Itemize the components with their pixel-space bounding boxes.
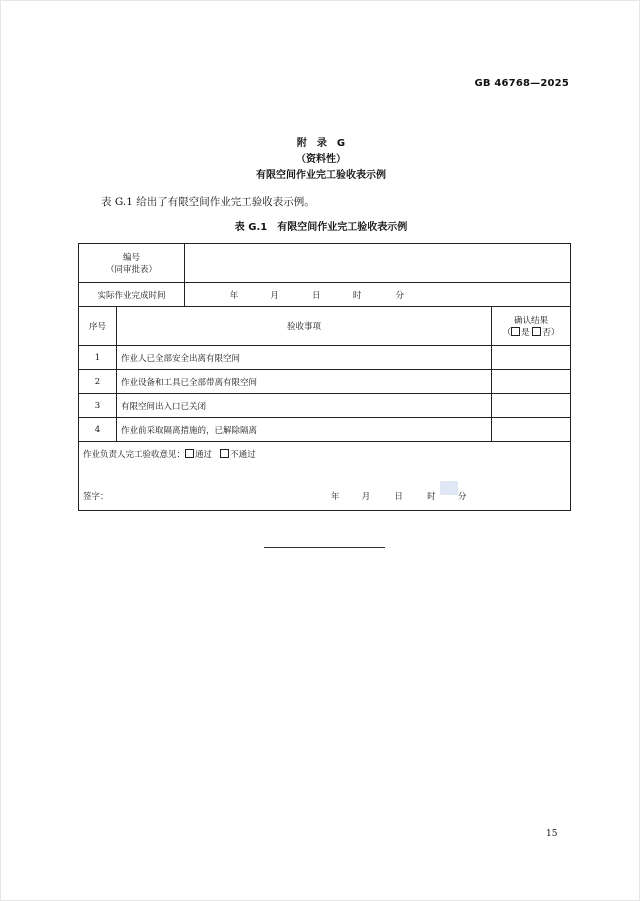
checkbox-fail[interactable] — [220, 449, 229, 458]
checkbox-no[interactable] — [532, 327, 541, 336]
number-label-note: （同审批表） — [106, 265, 158, 275]
appendix-nature: （资料性） — [296, 154, 346, 165]
signature-label: 签字： — [83, 492, 109, 502]
end-rule — [264, 547, 385, 548]
table-row — [79, 370, 571, 394]
header-result-label: 确认结果 — [514, 316, 549, 326]
row-seq: 3 — [79, 394, 117, 418]
row-result — [492, 418, 571, 442]
row-item: 作业人已全部安全出离有限空间 — [117, 346, 492, 370]
date-year: 年 — [229, 290, 239, 301]
date-month: 月 — [270, 290, 279, 301]
completion-time-label: 实际作业完成时间 — [79, 283, 185, 307]
signature-row — [79, 442, 571, 511]
sig-month: 月 — [361, 492, 371, 502]
row-item: 有限空间出入口已关闭 — [117, 394, 492, 418]
date-hour: 时 — [352, 290, 362, 301]
table-row — [79, 418, 571, 442]
date-minute: 分 — [395, 290, 405, 301]
scan-mark-icon — [440, 481, 458, 495]
page-number: 15 — [546, 829, 558, 839]
header-result — [492, 307, 571, 346]
header-item: 验收事项 — [117, 307, 492, 346]
row-seq: 4 — [79, 418, 117, 442]
row-seq: 2 — [79, 370, 117, 394]
checkbox-pass[interactable] — [185, 449, 194, 458]
sig-day: 日 — [394, 492, 403, 502]
number-row — [79, 244, 571, 283]
sig-year: 年 — [331, 492, 340, 502]
row-item: 作业前采取隔离措施的，已解除隔离 — [117, 418, 492, 442]
result-yes-label: 是 — [521, 328, 530, 338]
row-seq: 1 — [79, 346, 117, 370]
appendix-heading: 有限空间作业完工验收表示例 — [256, 170, 386, 181]
intro-paragraph: 表 G.1 给出了有限空间作业完工验收表示例。 — [101, 196, 315, 208]
standard-number: GB 46768—2025 — [474, 78, 569, 89]
number-label: 编号 — [123, 253, 141, 263]
result-no-label: 否 — [542, 328, 551, 338]
date-day: 日 — [312, 290, 321, 301]
acceptance-opinion — [83, 448, 256, 460]
row-result — [492, 394, 571, 418]
header-seq: 序号 — [79, 307, 117, 346]
completion-time-row — [79, 283, 571, 307]
table-caption: 表 G.1 有限空间作业完工验收表示例 — [234, 222, 408, 233]
opinion-label: 作业负责人完工验收意见： — [83, 450, 186, 460]
acceptance-table — [78, 243, 571, 511]
appendix-title: 附 录 G — [296, 138, 346, 149]
number-value-cell — [185, 244, 571, 283]
row-result — [492, 370, 571, 394]
completion-time-value — [185, 283, 571, 307]
number-label-cell — [79, 244, 185, 283]
opinion-pass-label: 通过 — [195, 450, 213, 460]
table-row — [79, 346, 571, 370]
signature-cell — [79, 442, 571, 511]
opinion-fail-label: 不通过 — [230, 450, 256, 460]
table-row — [79, 394, 571, 418]
checkbox-yes[interactable] — [511, 327, 520, 336]
row-item: 作业设备和工具已全部带离有限空间 — [117, 370, 492, 394]
header-result-options: （ 是 否） — [502, 328, 560, 338]
table-header-row — [79, 307, 571, 346]
sig-minute: 分 — [457, 492, 467, 502]
sig-hour: 时 — [427, 492, 436, 502]
row-result — [492, 346, 571, 370]
